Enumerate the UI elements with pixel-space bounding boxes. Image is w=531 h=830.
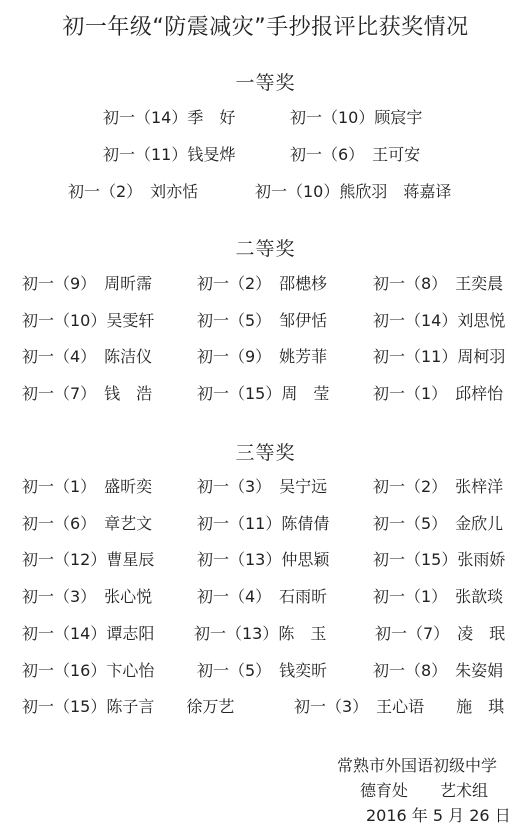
third-prize-entry: 初一（12）曹星辰 [22,550,155,569]
third-prize-entry: 初一（2） 张梓洋 [373,477,504,496]
third-prize-entry: 初一（15）陈子言 徐万艺 [22,697,235,716]
second-prize-entry: 初一（14）刘思悦 [373,311,506,330]
third-prize-entry: 初一（15）张雨娇 [373,550,506,569]
third-prize-entry: 初一（16）卞心怡 [22,661,155,680]
footer-date: 2016 年 5 月 26 日 [366,806,511,825]
third-prize-entry: 初一（6） 章艺文 [22,514,153,533]
third-prize-entry: 初一（13）仲思颖 [197,550,330,569]
second-prize-entry: 初一（9） 周昕霈 [22,274,153,293]
footer-school: 常熟市外国语初级中学 [337,756,498,775]
third-prize-entry: 初一（4） 石雨昕 [197,587,328,606]
third-prize-entry: 初一（1） 盛昕奕 [22,477,153,496]
second-prize-entry: 初一（4） 陈洁仪 [22,347,153,366]
third-prize-entry: 初一（3） 张心悦 [22,587,153,606]
first-prize-entry: 初一（14）季 好 [103,108,236,127]
first-prize-entry: 初一（10）顾宸宇 [290,108,423,127]
third-prize-entry: 初一（14）谭志阳 [22,624,155,643]
first-prize-entry: 初一（11）钱旻烨 [103,145,236,164]
second-prize-heading: 二等奖 [235,238,296,260]
first-prize-entry: 初一（2） 刘亦恬 [68,182,199,201]
footer-department: 德育处 艺术组 [360,781,489,800]
third-prize-heading: 三等奖 [235,442,296,464]
third-prize-entry: 初一（7） 凌 珉 [375,624,506,643]
page-title: 初一年级“防震减灾”手抄报评比获奖情况 [62,15,469,40]
first-prize-entry: 初一（10）熊欣羽 蒋嘉译 [255,182,452,201]
third-prize-entry: 初一（5） 钱奕昕 [197,661,328,680]
third-prize-entry: 初一（5） 金欣儿 [373,514,504,533]
second-prize-entry: 初一（1） 邱梓怡 [373,384,504,403]
second-prize-entry: 初一（11）周柯羽 [373,347,506,366]
third-prize-entry: 初一（8） 朱姿娟 [373,661,504,680]
third-prize-entry: 初一（3） 吴宁远 [197,477,328,496]
second-prize-entry: 初一（2） 邵槵栘 [197,274,328,293]
second-prize-entry: 初一（7） 钱 浩 [22,384,153,403]
third-prize-entry: 初一（1） 张歆琰 [373,587,504,606]
first-prize-entry: 初一（6） 王可安 [290,145,421,164]
third-prize-entry: 初一（11）陈倩倩 [197,514,330,533]
second-prize-entry: 初一（8） 王奕晨 [373,274,504,293]
first-prize-heading: 一等奖 [235,72,296,94]
second-prize-entry: 初一（15）周 莹 [197,384,330,403]
third-prize-entry: 初一（3） 王心语 施 琪 [294,697,505,716]
third-prize-entry: 初一（13）陈 玉 [194,624,327,643]
second-prize-entry: 初一（5） 邹伊恬 [197,311,328,330]
second-prize-entry: 初一（10）吴雯轩 [22,311,155,330]
second-prize-entry: 初一（9） 姚芳菲 [197,347,328,366]
